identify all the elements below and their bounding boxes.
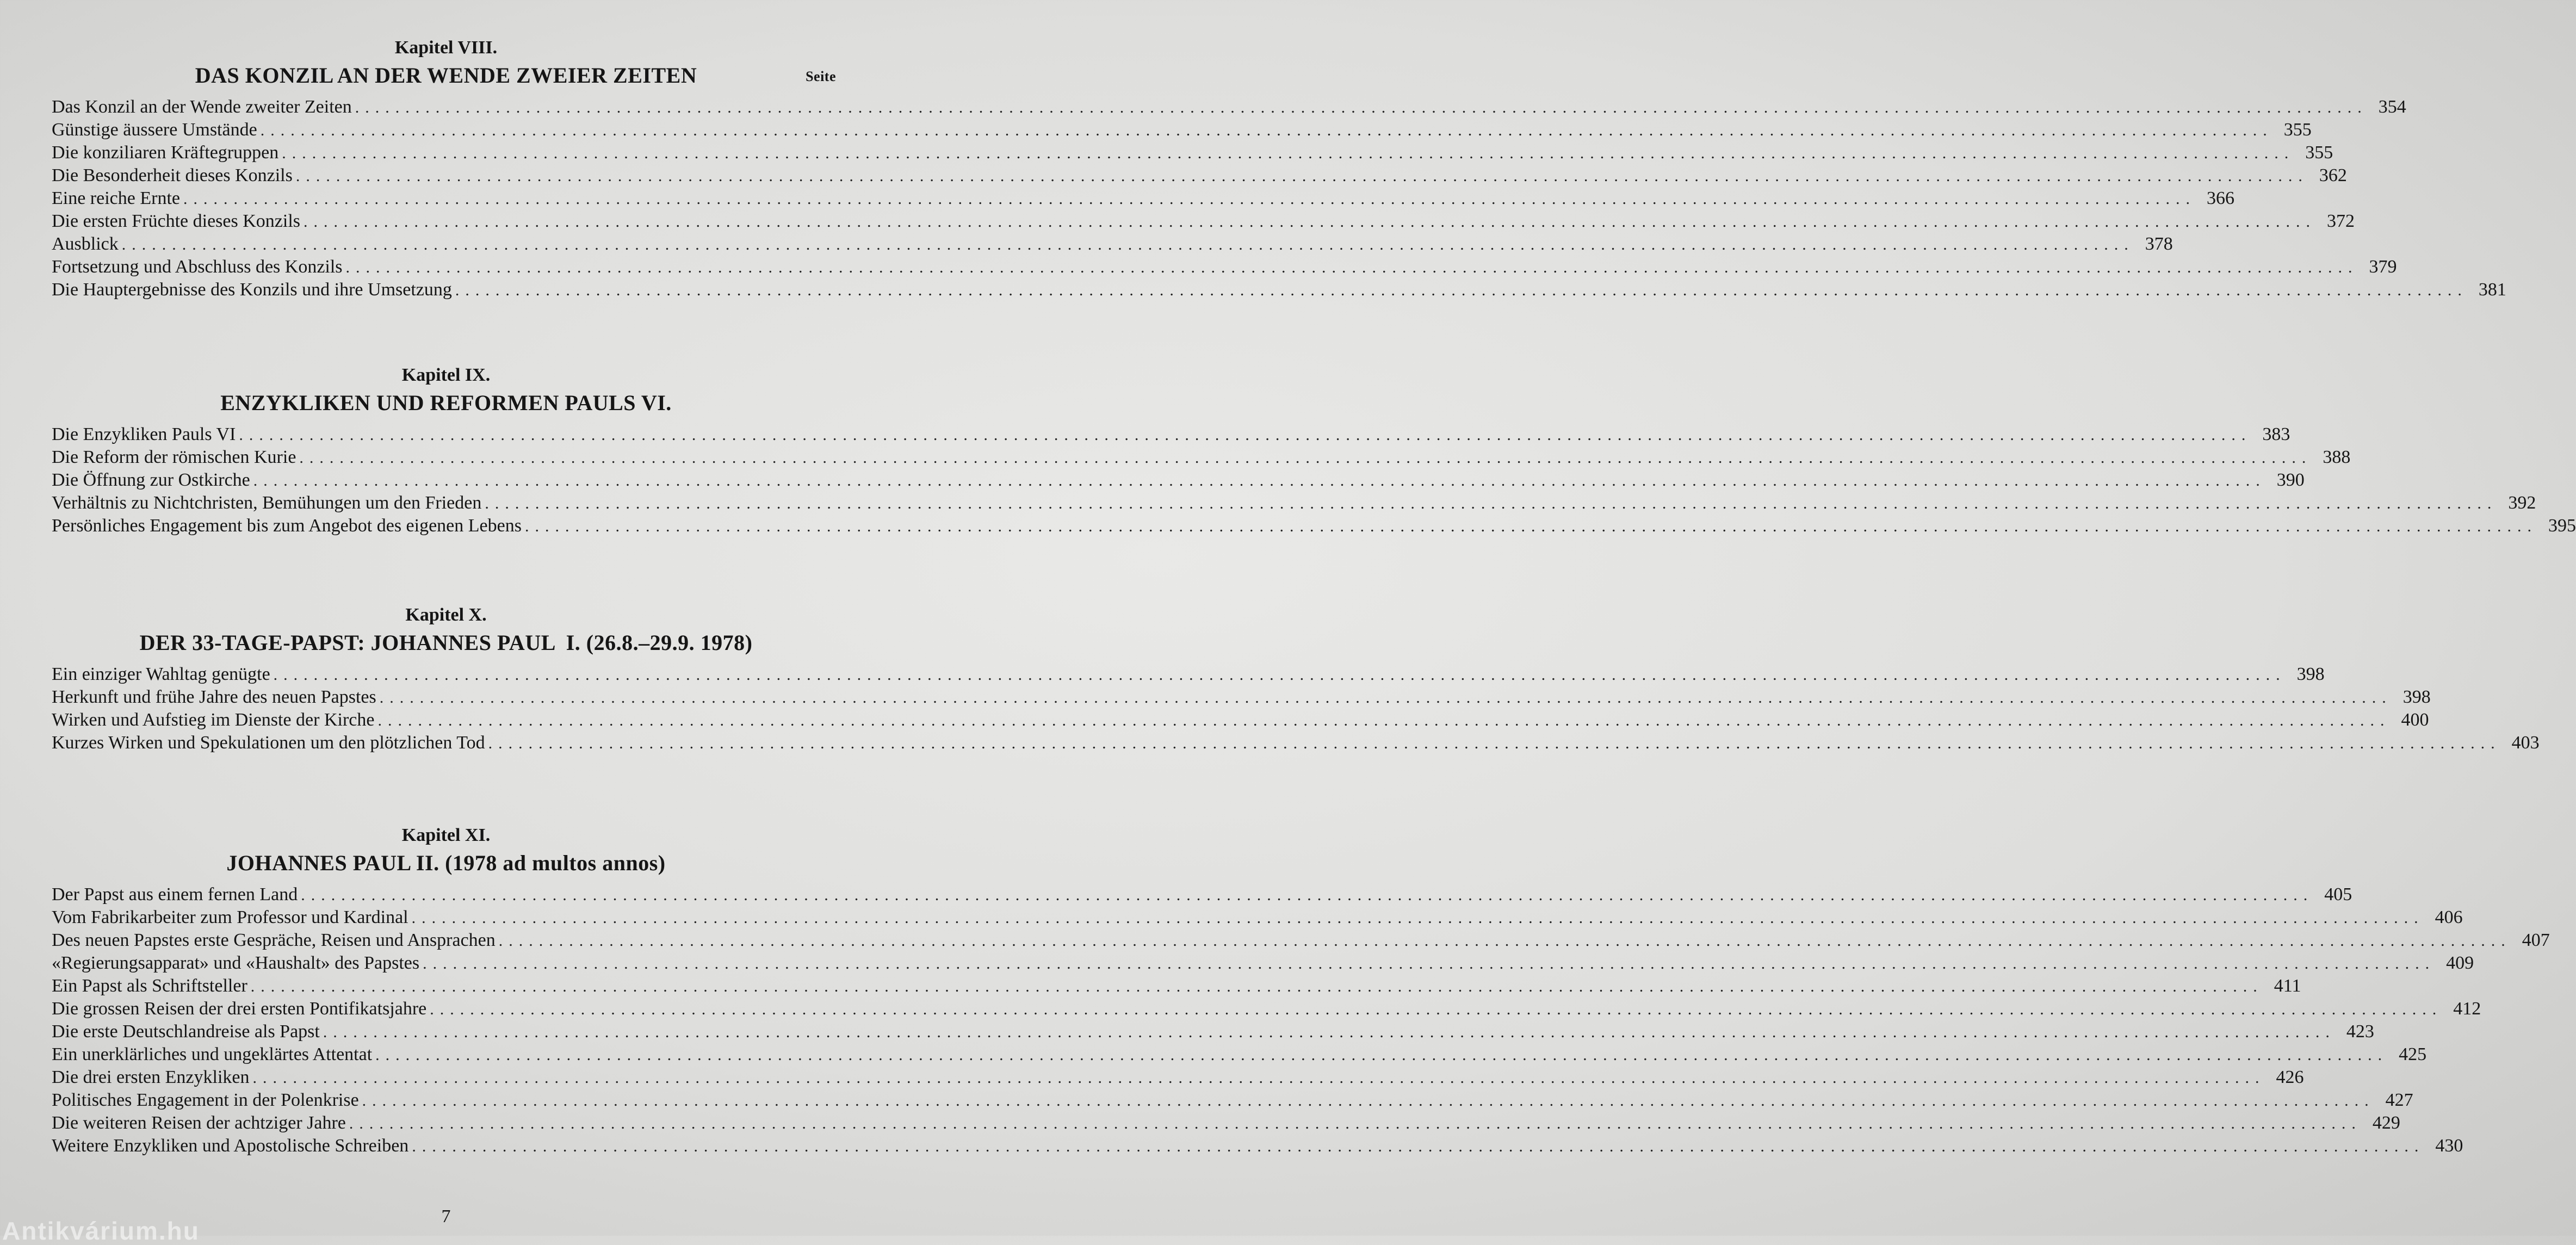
toc-entry	[52, 1089, 2413, 1112]
chapter-number: Kapitel XI.	[401, 825, 491, 845]
leader-dots: ........................................................................................................................................................................................................	[345, 258, 2358, 276]
toc-entry-page: 355	[2283, 120, 2312, 140]
leader-dots: ........................................................................................................................................................................................................	[260, 121, 2273, 139]
toc-entry	[52, 164, 2347, 187]
toc-entry	[52, 906, 2463, 929]
toc-entry	[52, 187, 2234, 210]
toc-entry	[52, 709, 2429, 732]
page-number: 7	[441, 1206, 451, 1227]
toc-entries	[52, 96, 2506, 301]
leader-dots: ........................................................................................................................................................................................................	[430, 1000, 2443, 1018]
toc-entry-page: 354	[2378, 97, 2406, 117]
toc-entry	[52, 998, 2481, 1020]
toc-entry-title: Ein unerklärliches und ungeklärtes Attentat	[52, 1044, 373, 1064]
toc-entry-title: Die Enzykliken Pauls VI	[52, 424, 236, 444]
toc-entry-page: 406	[2435, 907, 2463, 927]
watermark: Antikvárium.hu	[2, 1217, 200, 1245]
toc-entry-title: Wirken und Aufstieg im Dienste der Kirche	[52, 710, 375, 730]
chapter-10	[52, 603, 2540, 754]
leader-dots: ........................................................................................................................................................................................................	[412, 1137, 2425, 1155]
toc-entry	[52, 1135, 2463, 1157]
toc-entry-title: Ein einziger Wahltag genügte	[52, 664, 270, 684]
toc-entry	[52, 732, 2540, 754]
toc-entry	[52, 1043, 2427, 1066]
toc-entry-title: Persönliches Engagement bis zum Angebot des eigenen Lebens	[52, 516, 522, 536]
toc-entries	[52, 883, 2550, 1157]
toc-entry-title: Die konziliaren Kräftegruppen	[52, 143, 279, 163]
chapter-title-text: DAS KONZIL AN DER WENDE ZWEIER ZEITEN	[195, 63, 697, 88]
toc-entry-page: 405	[2324, 884, 2352, 905]
toc-entry-page: 426	[2276, 1067, 2304, 1087]
toc-entry	[52, 96, 2406, 119]
leader-dots: ........................................................................................................................................................................................................	[250, 977, 2263, 995]
toc-entry-title: Die weiteren Reisen der achtziger Jahre	[52, 1113, 346, 1133]
toc-entry-page: 398	[2296, 664, 2325, 684]
leader-dots: ........................................................................................................................................................................................................	[455, 281, 2468, 299]
toc-entry-page: 430	[2435, 1136, 2463, 1156]
leader-dots: ........................................................................................................................................................................................................	[323, 1023, 2336, 1041]
toc-entry	[52, 119, 2312, 141]
chapter-title: JOHANNES PAUL II. (1978 ad multos annos)	[226, 851, 666, 875]
toc-entry-title: Die Öffnung zur Ostkirche	[52, 470, 250, 490]
toc-entry-page: 409	[2446, 953, 2474, 973]
toc-entry-title: «Regierungsapparat» und «Haushalt» des Papstes	[52, 953, 420, 973]
chapter-number: Kapitel IX.	[401, 365, 491, 385]
leader-dots: ........................................................................................................................................................................................................	[375, 1046, 2388, 1064]
toc-entry	[52, 975, 2301, 998]
leader-dots: ........................................................................................................................................................................................................	[377, 711, 2391, 729]
seite-column-label: Seite	[806, 69, 836, 84]
toc-entry	[52, 952, 2474, 975]
toc-entry	[52, 256, 2397, 278]
toc-entry-page: 388	[2323, 447, 2351, 467]
leader-dots: ........................................................................................................................................................................................................	[423, 955, 2436, 973]
toc-entries	[52, 663, 2540, 754]
toc-entry	[52, 883, 2352, 906]
toc-entry-page: 392	[2508, 493, 2536, 513]
toc-entry-title: Des neuen Papstes erste Gespräche, Reisen und Ansprachen	[52, 930, 496, 950]
toc-entry-title: Weitere Enzykliken und Apostolische Schreiben	[52, 1136, 409, 1156]
chapter-11	[52, 823, 2550, 1157]
toc-entry-page: 412	[2453, 999, 2481, 1019]
leader-dots: ........................................................................................................................................................................................................	[362, 1092, 2375, 1110]
toc-entries	[52, 423, 2576, 537]
leader-dots: ........................................................................................................................................................................................................	[273, 666, 2286, 684]
leader-dots: ........................................................................................................................................................................................................	[301, 886, 2314, 904]
toc-entry-page: 372	[2327, 211, 2355, 231]
toc-entry-title: Die grossen Reisen der drei ersten Pontifikatsjahre	[52, 999, 427, 1019]
toc-entry-page: 362	[2319, 165, 2347, 185]
toc-entry-page: 366	[2206, 188, 2234, 208]
toc-entry	[52, 469, 2305, 492]
toc-entry	[52, 929, 2550, 952]
toc-entry	[52, 210, 2355, 233]
toc-entry-page: 355	[2305, 143, 2333, 163]
toc-entry-page: 429	[2372, 1113, 2400, 1133]
toc-entry-page: 425	[2399, 1044, 2427, 1064]
leader-dots: ........................................................................................................................................................................................................	[355, 98, 2368, 116]
leader-dots: ........................................................................................................................................................................................................	[379, 689, 2392, 707]
toc-entry	[52, 515, 2576, 537]
toc-entry-page: 378	[2145, 234, 2173, 254]
toc-entry-title: Die drei ersten Enzykliken	[52, 1067, 250, 1087]
chapter-8	[52, 36, 2506, 301]
toc-entry	[52, 1066, 2304, 1089]
leader-dots: ........................................................................................................................................................................................................	[524, 517, 2537, 535]
toc-entry	[52, 663, 2325, 686]
toc-entry	[52, 278, 2506, 301]
toc-entry-page: 381	[2478, 280, 2506, 300]
leader-dots: ........................................................................................................................................................................................................	[488, 734, 2501, 752]
leader-dots: ........................................................................................................................................................................................................	[282, 144, 2295, 162]
leader-dots: ........................................................................................................................................................................................................	[485, 494, 2498, 512]
toc-entry-title: Politisches Engagement in der Polenkrise	[52, 1090, 359, 1110]
toc-entry-page: 379	[2369, 257, 2397, 277]
chapter-title: DER 33-TAGE-PAPST: JOHANNES PAUL I. (26.8.–29.9. 1978)	[139, 630, 753, 655]
toc-entry-page: 398	[2402, 687, 2431, 707]
leader-dots: ........................................................................................................................................................................................................	[239, 426, 2252, 444]
toc-entry-title: Die Besonderheit dieses Konzils	[52, 165, 293, 185]
toc-entry	[52, 446, 2351, 469]
toc-entry-title: Herkunft und frühe Jahre des neuen Papstes	[52, 687, 376, 707]
toc-entry-page: 423	[2346, 1021, 2374, 1042]
toc-entry	[52, 492, 2536, 515]
toc-entry-title: Günstige äussere Umstände	[52, 120, 257, 140]
toc-entry-title: Ein Papst als Schriftsteller	[52, 976, 247, 996]
leader-dots: ........................................................................................................................................................................................................	[349, 1114, 2362, 1132]
toc-entry-page: 427	[2385, 1090, 2413, 1110]
toc-entry-title: Fortsetzung und Abschluss des Konzils	[52, 257, 343, 277]
toc-entry	[52, 233, 2173, 256]
toc-entry-title: Vom Fabrikarbeiter zum Professor und Kardinal	[52, 907, 408, 927]
toc-entry-page: 403	[2511, 733, 2540, 753]
toc-entry-title: Der Papst aus einem fernen Land	[52, 884, 298, 905]
leader-dots: ........................................................................................................................................................................................................	[295, 167, 2308, 185]
leader-dots: ........................................................................................................................................................................................................	[498, 932, 2511, 950]
toc-entry-title: Die Reform der römischen Kurie	[52, 447, 296, 467]
toc-entry-title: Verhältnis zu Nichtchristen, Bemühungen um den Frieden	[52, 493, 482, 513]
chapter-number: Kapitel X.	[405, 605, 487, 625]
toc-entry-page: 383	[2262, 424, 2290, 444]
chapter-number: Kapitel VIII.	[394, 38, 498, 58]
toc-entry-title: Kurzes Wirken und Spekulationen um den plötzlichen Tod	[52, 733, 485, 753]
chapter-title: ENZYKLIKEN UND REFORMEN PAULS VI.	[220, 391, 672, 415]
toc-entry	[52, 686, 2431, 709]
toc-entry	[52, 1020, 2374, 1043]
chapter-title	[52, 60, 840, 91]
leader-dots: ........................................................................................................................................................................................................	[304, 213, 2316, 231]
chapter-9	[52, 363, 2576, 537]
leader-dots: ........................................................................................................................................................................................................	[183, 190, 2196, 208]
leader-dots: ........................................................................................................................................................................................................	[253, 472, 2266, 490]
toc-entry-title: Die erste Deutschlandreise als Papst	[52, 1021, 320, 1042]
toc-entry-page: 390	[2276, 470, 2305, 490]
toc-entry	[52, 1112, 2400, 1135]
toc-entry	[52, 141, 2333, 164]
toc-entry-page: 400	[2401, 710, 2429, 730]
leader-dots: ........................................................................................................................................................................................................	[252, 1069, 2265, 1087]
leader-dots: ........................................................................................................................................................................................................	[299, 449, 2312, 467]
toc-entry-title: Die Hauptergebnisse des Konzils und ihre Umsetzung	[52, 280, 452, 300]
toc-entry-page: 407	[2522, 930, 2550, 950]
toc-entry-title: Die ersten Früchte dieses Konzils	[52, 211, 300, 231]
leader-dots: ........................................................................................................................................................................................................	[121, 236, 2134, 253]
leader-dots: ........................................................................................................................................................................................................	[411, 909, 2424, 927]
toc-entry-title: Eine reiche Ernte	[52, 188, 180, 208]
toc-entry	[52, 423, 2290, 446]
toc-entry-title: Ausblick	[52, 234, 119, 254]
toc-entry-page: 411	[2274, 976, 2301, 996]
toc-entry-page: 395	[2548, 516, 2576, 536]
toc-entry-title: Das Konzil an der Wende zweiter Zeiten	[52, 97, 352, 117]
